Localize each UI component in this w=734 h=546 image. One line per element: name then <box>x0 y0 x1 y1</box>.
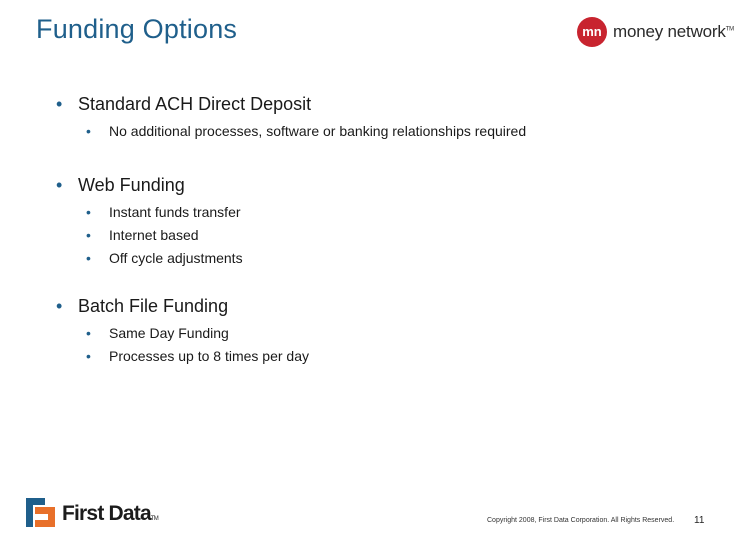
first-data-wordmark <box>62 502 158 526</box>
first-data-mark-icon <box>24 496 57 529</box>
bullet-icon: • <box>86 250 91 266</box>
bullet-icon: • <box>86 227 91 243</box>
section-ach <box>56 92 696 143</box>
sub-bullet: • Off cycle adjustments <box>86 247 696 270</box>
bullet-list <box>56 92 696 392</box>
section-web-funding <box>56 173 696 270</box>
bullet-icon: • <box>56 296 63 316</box>
money-network-logo <box>577 17 734 49</box>
money-network-text: money network <box>613 22 726 41</box>
bullet-icon: • <box>86 348 91 364</box>
section-batch-file <box>56 294 696 368</box>
bullet-icon: • <box>86 123 91 139</box>
money-network-mark-icon: mn <box>577 17 607 47</box>
section-heading: • Standard ACH Direct Deposit <box>56 94 312 114</box>
bullet-icon: • <box>56 94 63 114</box>
bullet-icon: • <box>86 325 91 341</box>
slide-title: Funding Options <box>36 14 238 44</box>
first-data-text: First Data <box>62 502 151 525</box>
first-data-tm: TM <box>150 516 158 522</box>
sub-bullet: • No additional processes, software or banking relationships required <box>86 120 696 143</box>
sub-bullet: • Instant funds transfer <box>86 201 696 224</box>
money-network-wordmark <box>613 22 734 42</box>
copyright-notice: Copyright 2008, First Data Corporation. All Rights Reserved. <box>487 517 675 524</box>
bullet-icon: • <box>56 175 63 195</box>
section-heading: • Web Funding <box>56 175 185 195</box>
sub-bullet: • Same Day Funding <box>86 322 696 345</box>
page-number: 11 <box>694 515 705 526</box>
sub-bullet: • Processes up to 8 times per day <box>86 345 696 368</box>
money-network-tm: TM <box>725 26 734 33</box>
section-heading: • Batch File Funding <box>56 296 229 316</box>
first-data-logo <box>24 496 164 530</box>
sub-bullet: • Internet based <box>86 224 696 247</box>
bullet-icon: • <box>86 204 91 220</box>
